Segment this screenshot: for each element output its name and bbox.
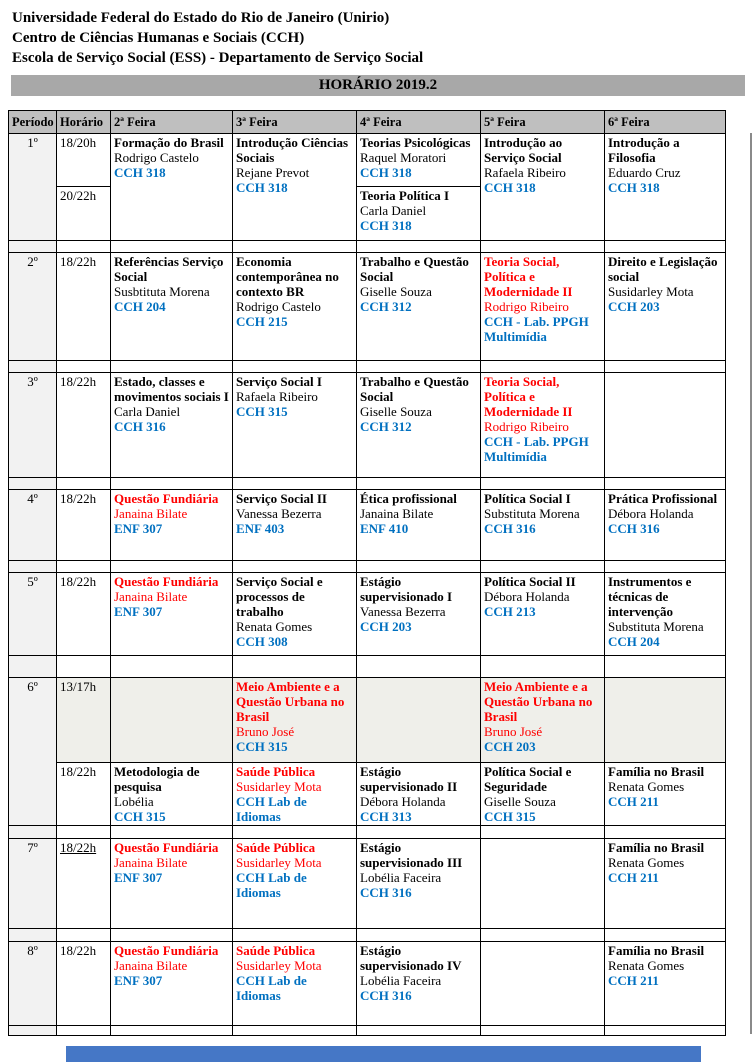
spacer-cell — [9, 826, 57, 839]
course-cell — [233, 134, 357, 241]
period4-row — [9, 490, 726, 561]
course-prof: Lobélia — [114, 794, 154, 809]
spacer-cell — [481, 561, 605, 573]
course-cell — [111, 763, 233, 826]
course-room: CCH 318 — [236, 180, 288, 195]
spacer-cell — [57, 241, 111, 253]
spacer-cell — [357, 826, 481, 839]
separator-row — [9, 561, 726, 573]
spacer-cell — [233, 656, 357, 678]
course-title: Instrumentos e técnicas de intervenção — [608, 574, 692, 619]
course-prof: Bruno José — [236, 724, 295, 739]
course-room: ENF 307 — [114, 521, 163, 536]
col-header-period: Período — [9, 111, 57, 134]
spacer-cell — [605, 656, 726, 678]
course-title: Questão Fundiária — [114, 840, 219, 855]
course-prof: Débora Holanda — [608, 506, 694, 521]
spacer-cell — [111, 241, 233, 253]
separator-row — [9, 929, 726, 942]
course-cell — [357, 373, 481, 478]
course-cell — [233, 942, 357, 1026]
course-cell — [357, 573, 481, 656]
spacer-cell — [233, 561, 357, 573]
course-prof: Susidarley Mota — [608, 284, 694, 299]
course-prof: Renata Gomes — [236, 619, 313, 634]
course-cell — [111, 373, 233, 478]
course-title: Meio Ambiente e a Questão Urbana no Brasil — [236, 679, 345, 724]
course-prof: Renata Gomes — [608, 958, 685, 973]
course-cell — [481, 763, 605, 826]
course-room: CCH 316 — [360, 988, 412, 1003]
course-title: Ética profissional — [360, 491, 457, 506]
course-title: Teoria Social, Política e Modernidade II — [484, 374, 573, 419]
course-title: Teoria Política I — [360, 188, 450, 203]
course-cell — [357, 763, 481, 826]
time-slot: 13/17h — [57, 678, 111, 763]
spacer-cell — [605, 1026, 726, 1036]
spacer-cell — [111, 361, 233, 373]
bottom-blue-bar — [66, 1046, 701, 1062]
course-cell — [233, 573, 357, 656]
course-prof: Lobélia Faceira — [360, 870, 442, 885]
period7-row — [9, 839, 726, 929]
course-cell — [111, 839, 233, 929]
spacer-cell — [233, 478, 357, 490]
course-cell — [233, 678, 357, 763]
course-prof: Rafaela Ribeiro — [484, 165, 566, 180]
spacer-cell — [9, 241, 57, 253]
course-prof: Renata Gomes — [608, 855, 685, 870]
spacer-cell — [111, 561, 233, 573]
course-prof: Substituta Morena — [484, 506, 580, 521]
course-prof: Janaina Bilate — [114, 589, 188, 604]
spacer-cell — [357, 478, 481, 490]
course-prof: Eduardo Cruz — [608, 165, 681, 180]
course-title: Serviço Social e processos de trabalho — [236, 574, 323, 619]
separator-row — [9, 1026, 726, 1036]
course-room: CCH 204 — [608, 634, 660, 649]
period-label: 2º — [9, 253, 57, 361]
table-header-row — [9, 111, 726, 134]
school-department-name: Escola de Serviço Social (ESS) - Departamento de Serviço Social — [12, 50, 424, 66]
course-room: CCH 316 — [360, 885, 412, 900]
course-room: CCH 203 — [608, 299, 660, 314]
col-header-time: Horário — [57, 111, 111, 134]
course-room: CCH 318 — [360, 218, 412, 233]
course-title: Introdução Ciências Sociais — [236, 135, 349, 165]
separator-row — [9, 241, 726, 253]
course-room: ENF 403 — [236, 521, 285, 536]
spacer-cell — [481, 656, 605, 678]
course-room: CCH 204 — [114, 299, 166, 314]
course-room: CCH Lab de Idiomas — [236, 870, 307, 900]
spacer-cell — [357, 561, 481, 573]
course-room: ENF 307 — [114, 973, 163, 988]
course-prof: Renata Gomes — [608, 779, 685, 794]
course-room: CCH 316 — [114, 419, 166, 434]
spacer-cell — [57, 929, 111, 942]
course-room: ENF 410 — [360, 521, 409, 536]
course-room: CCH 316 — [608, 521, 660, 536]
course-title: Estágio supervisionado I — [360, 574, 453, 604]
spacer-cell — [57, 361, 111, 373]
course-prof: Rodrigo Ribeiro — [484, 299, 569, 314]
spacer-cell — [605, 361, 726, 373]
period8-row — [9, 942, 726, 1026]
spacer-cell — [57, 656, 111, 678]
col-header-wednesday: 4ª Feira — [357, 111, 481, 134]
period-label: 1º — [9, 134, 57, 241]
course-title: Teorias Psicológicas — [360, 135, 471, 150]
course-room: CCH 213 — [484, 604, 536, 619]
col-header-monday: 2ª Feira — [111, 111, 233, 134]
course-cell — [233, 490, 357, 561]
spacer-cell — [57, 826, 111, 839]
course-room: CCH 312 — [360, 419, 412, 434]
course-prof: Giselle Souza — [360, 284, 432, 299]
spacer-cell — [233, 361, 357, 373]
spacer-cell — [111, 656, 233, 678]
col-header-tuesday: 3ª Feira — [233, 111, 357, 134]
spacer-cell — [357, 656, 481, 678]
spacer-cell — [9, 361, 57, 373]
course-prof: Raquel Moratori — [360, 150, 447, 165]
course-room: CCH - Lab. PPGH Multimídia — [484, 434, 589, 464]
separator-row — [9, 656, 726, 678]
course-cell — [357, 187, 481, 241]
spacer-cell — [9, 561, 57, 573]
empty-cell — [481, 839, 605, 929]
course-cell — [357, 134, 481, 187]
spacer-cell — [57, 478, 111, 490]
course-prof: Lobélia Faceira — [360, 973, 442, 988]
course-prof: Rodrigo Castelo — [236, 299, 321, 314]
course-cell — [111, 942, 233, 1026]
course-room: CCH 211 — [608, 870, 659, 885]
course-prof: Rejane Prevot — [236, 165, 310, 180]
course-cell — [481, 573, 605, 656]
course-room: CCH 308 — [236, 634, 288, 649]
spacer-cell — [57, 561, 111, 573]
spacer-cell — [233, 929, 357, 942]
period-label: 8º — [9, 942, 57, 1026]
course-prof: Rafaela Ribeiro — [236, 389, 318, 404]
empty-cell — [481, 942, 605, 1026]
document-header — [12, 8, 732, 68]
course-prof: Susbtituta Morena — [114, 284, 210, 299]
spacer-cell — [9, 929, 57, 942]
spacer-cell — [481, 478, 605, 490]
course-title: Política Social II — [484, 574, 576, 589]
spacer-cell — [605, 478, 726, 490]
spacer-cell — [57, 1026, 111, 1036]
course-room: CCH Lab de Idiomas — [236, 973, 307, 1003]
schedule-title-banner: HORÁRIO 2019.2 — [11, 75, 745, 96]
course-title: Formação do Brasil — [114, 135, 224, 150]
course-cell — [111, 573, 233, 656]
course-prof: Débora Holanda — [360, 794, 446, 809]
time-slot: 18/22h — [57, 490, 111, 561]
course-room: CCH 318 — [484, 180, 536, 195]
course-cell — [111, 134, 233, 241]
course-cell — [605, 490, 726, 561]
course-title: Direito e Legislação social — [608, 254, 718, 284]
course-cell — [111, 490, 233, 561]
period-label: 7º — [9, 839, 57, 929]
course-title: Questão Fundiária — [114, 491, 219, 506]
course-room: ENF 307 — [114, 870, 163, 885]
course-title: Trabalho e Questão Social — [360, 374, 469, 404]
time-slot: 18/22h — [57, 942, 111, 1026]
spacer-cell — [111, 1026, 233, 1036]
time-slot: 18/22h — [57, 373, 111, 478]
course-cell — [481, 134, 605, 241]
course-room: ENF 307 — [114, 604, 163, 619]
period5-row — [9, 573, 726, 656]
course-cell — [357, 839, 481, 929]
spacer-cell — [605, 561, 726, 573]
course-cell — [605, 942, 726, 1026]
spacer-cell — [9, 656, 57, 678]
course-title: Política Social I — [484, 491, 571, 506]
course-title: Serviço Social I — [236, 374, 322, 389]
spacer-cell — [605, 929, 726, 942]
course-cell — [233, 373, 357, 478]
time-slot: 18/20h — [57, 134, 111, 187]
col-header-friday: 6ª Feira — [605, 111, 726, 134]
course-title: Prática Profissional — [608, 491, 718, 506]
course-title: Família no Brasil — [608, 943, 705, 958]
course-room: CCH 315 — [236, 404, 288, 419]
course-cell — [605, 134, 726, 241]
period2-row — [9, 253, 726, 361]
course-title: Família no Brasil — [608, 764, 705, 779]
course-prof: Susidarley Mota — [236, 779, 322, 794]
center-name: Centro de Ciências Humanas e Sociais (CCH) — [12, 30, 305, 46]
spacer-cell — [111, 826, 233, 839]
course-cell — [481, 373, 605, 478]
course-room: CCH 316 — [484, 521, 536, 536]
course-room: CCH 203 — [360, 619, 412, 634]
period6-row2 — [9, 763, 726, 826]
empty-cell — [111, 678, 233, 763]
course-prof: Vanessa Bezerra — [360, 604, 446, 619]
course-title: Serviço Social II — [236, 491, 327, 506]
empty-cell — [605, 678, 726, 763]
course-title: Saúde Pública — [236, 943, 316, 958]
course-prof: Rodrigo Castelo — [114, 150, 199, 165]
course-title: Trabalho e Questão Social — [360, 254, 469, 284]
course-title: Metodologia de pesquisa — [114, 764, 200, 794]
course-cell — [357, 490, 481, 561]
time-slot: 20/22h — [57, 187, 111, 241]
course-room: CCH - Lab. PPGH Multimídia — [484, 314, 589, 344]
period1-row1 — [9, 134, 726, 187]
course-cell — [233, 763, 357, 826]
course-prof: Carla Daniel — [360, 203, 427, 218]
time-slot-text: 18/22h — [60, 840, 97, 855]
course-cell — [357, 942, 481, 1026]
course-room: CCH 318 — [114, 165, 166, 180]
spacer-cell — [481, 826, 605, 839]
course-title: Questão Fundiária — [114, 943, 219, 958]
course-room: CCH Lab de Idiomas — [236, 794, 307, 824]
course-title: Teoria Social, Política e Modernidade II — [484, 254, 573, 299]
course-title: Saúde Pública — [236, 764, 316, 779]
course-title: Meio Ambiente e a Questão Urbana no Brasil — [484, 679, 593, 724]
period6-row1 — [9, 678, 726, 763]
period-label: 4º — [9, 490, 57, 561]
course-room: CCH 315 — [484, 809, 536, 824]
course-prof: Rodrigo Ribeiro — [484, 419, 569, 434]
course-title: Economia contemporânea no contexto BR — [236, 254, 339, 299]
spacer-cell — [233, 826, 357, 839]
course-cell — [233, 839, 357, 929]
course-cell — [605, 763, 726, 826]
course-room: CCH 203 — [484, 739, 536, 754]
course-title: Introdução a Filosofia — [608, 135, 680, 165]
spacer-cell — [481, 1026, 605, 1036]
course-prof: Susidarley Mota — [236, 855, 322, 870]
course-prof: Janaina Bilate — [114, 855, 188, 870]
course-prof: Vanessa Bezerra — [236, 506, 322, 521]
time-slot: 18/22h — [57, 763, 111, 826]
course-prof: Bruno José — [484, 724, 543, 739]
course-cell — [111, 253, 233, 361]
time-slot — [57, 839, 111, 929]
spacer-cell — [9, 478, 57, 490]
course-title: Introdução ao Serviço Social — [484, 135, 563, 165]
course-room: CCH 211 — [608, 794, 659, 809]
separator-row — [9, 478, 726, 490]
course-prof: Débora Holanda — [484, 589, 570, 604]
spacer-cell — [481, 929, 605, 942]
course-room: CCH 318 — [608, 180, 660, 195]
spacer-cell — [233, 1026, 357, 1036]
spacer-cell — [605, 241, 726, 253]
course-cell — [481, 490, 605, 561]
spacer-cell — [605, 826, 726, 839]
spacer-cell — [357, 361, 481, 373]
empty-cell — [357, 678, 481, 763]
time-slot: 18/22h — [57, 253, 111, 361]
spacer-cell — [9, 1026, 57, 1036]
course-room: CCH 318 — [360, 165, 412, 180]
course-cell — [481, 253, 605, 361]
spacer-cell — [111, 478, 233, 490]
spacer-cell — [111, 929, 233, 942]
spacer-cell — [233, 241, 357, 253]
empty-cell — [605, 373, 726, 478]
course-room: CCH 215 — [236, 314, 288, 329]
period-label: 5º — [9, 573, 57, 656]
table-right-shadow — [750, 133, 752, 1034]
spacer-cell — [357, 929, 481, 942]
course-title: Questão Fundiária — [114, 574, 219, 589]
course-prof: Janaina Bilate — [114, 958, 188, 973]
course-title: Estado, classes e movimentos sociais I — [114, 374, 229, 404]
course-title: Família no Brasil — [608, 840, 705, 855]
spacer-cell — [357, 241, 481, 253]
period-label: 3º — [9, 373, 57, 478]
course-cell — [357, 253, 481, 361]
course-title: Estágio supervisionado II — [360, 764, 458, 794]
course-title: Referências Serviço Social — [114, 254, 224, 284]
separator-row — [9, 826, 726, 839]
university-name: Universidade Federal do Estado do Rio de Janeiro (Unirio) — [12, 10, 390, 26]
course-prof: Janaina Bilate — [360, 506, 434, 521]
course-cell — [605, 253, 726, 361]
spacer-cell — [481, 241, 605, 253]
period-label: 6º — [9, 678, 57, 826]
course-room: CCH 315 — [236, 739, 288, 754]
course-title: Estágio supervisionado III — [360, 840, 463, 870]
col-header-thursday: 5ª Feira — [481, 111, 605, 134]
course-prof: Giselle Souza — [484, 794, 556, 809]
course-prof: Substituta Morena — [608, 619, 704, 634]
course-room: CCH 211 — [608, 973, 659, 988]
course-room: CCH 315 — [114, 809, 166, 824]
course-title: Política Social e Seguridade — [484, 764, 572, 794]
separator-row — [9, 361, 726, 373]
course-room: CCH 312 — [360, 299, 412, 314]
course-cell — [233, 253, 357, 361]
course-cell — [481, 678, 605, 763]
course-title: Saúde Pública — [236, 840, 316, 855]
course-prof: Susidarley Mota — [236, 958, 322, 973]
course-prof: Giselle Souza — [360, 404, 432, 419]
spacer-cell — [481, 361, 605, 373]
period3-row — [9, 373, 726, 478]
spacer-cell — [357, 1026, 481, 1036]
course-room: CCH 313 — [360, 809, 412, 824]
course-title: Estágio supervisionado IV — [360, 943, 462, 973]
time-slot: 18/22h — [57, 573, 111, 656]
course-prof: Carla Daniel — [114, 404, 181, 419]
course-cell — [605, 573, 726, 656]
course-cell — [605, 839, 726, 929]
course-prof: Janaina Bilate — [114, 506, 188, 521]
schedule-table — [8, 110, 726, 1036]
